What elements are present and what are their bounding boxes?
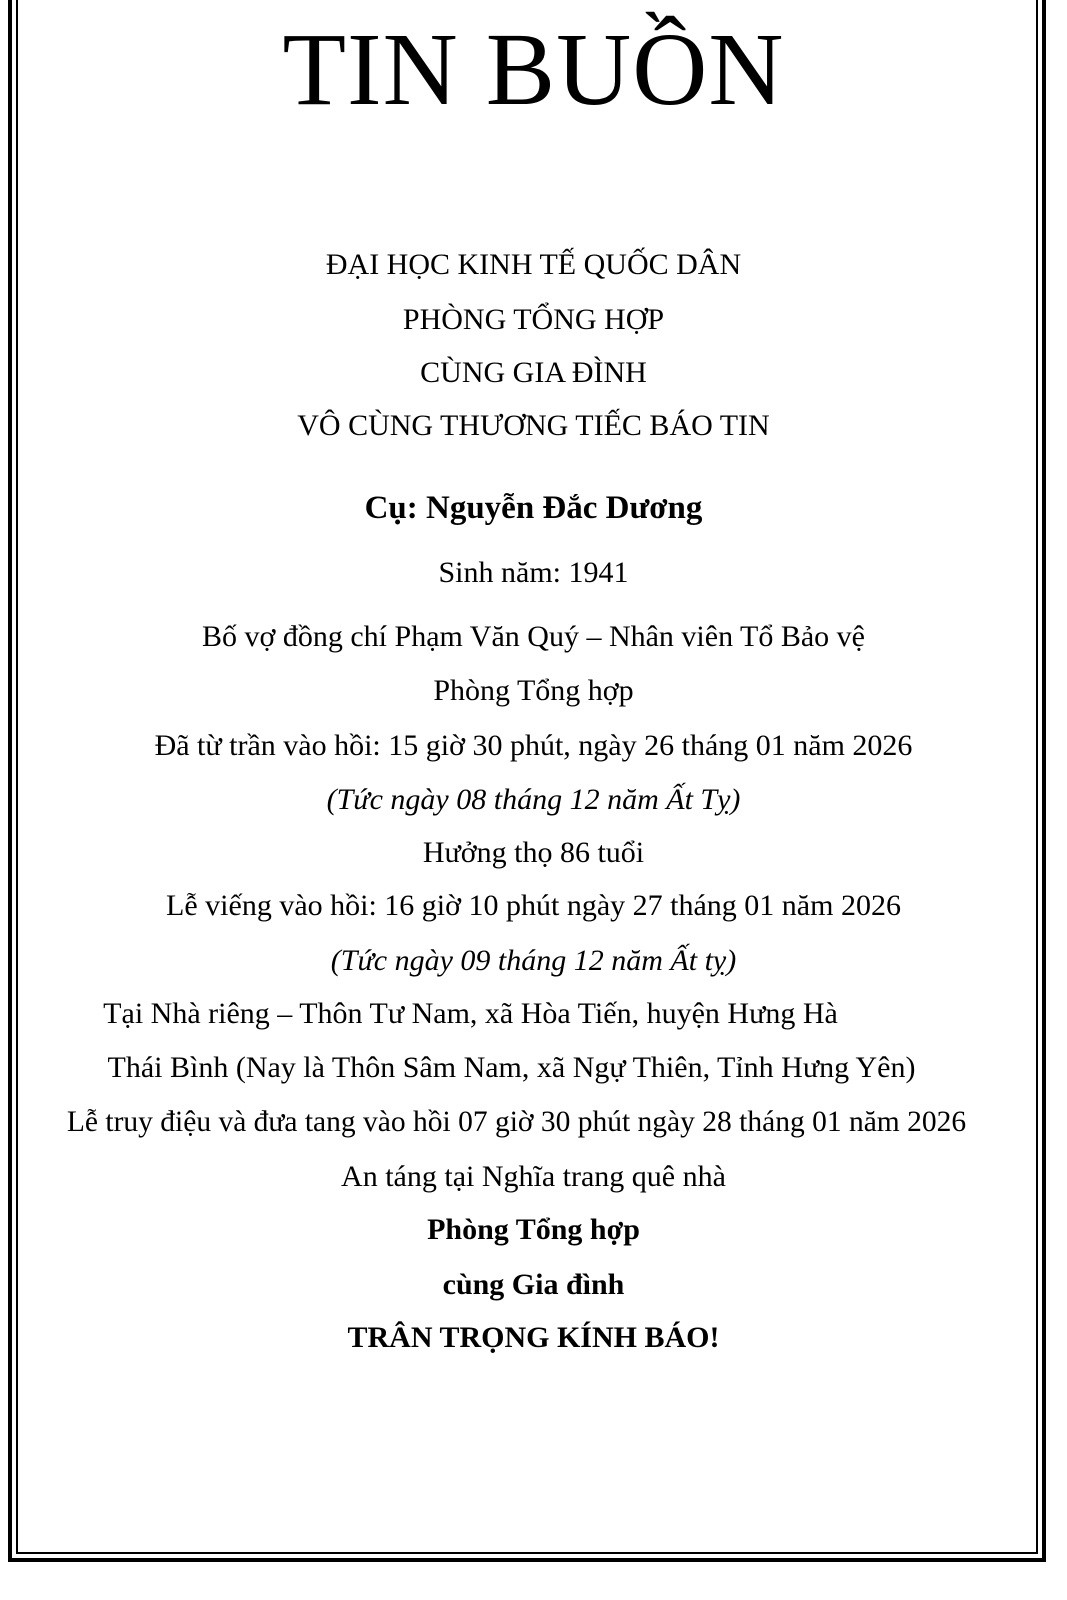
header-line-family: CÙNG GIA ĐÌNH (420, 356, 647, 389)
visit-time: Lễ viếng vào hồi: 16 giờ 10 phút ngày 27 tháng 01 năm 2026 (166, 889, 901, 922)
visit-lunar-date: (Tức ngày 09 tháng 12 năm Ất tỵ) (330, 944, 737, 977)
address-line-1: Tại Nhà riêng – Thôn Tư Nam, xã Hòa Tiến, huyện Hưng Hà (103, 997, 838, 1030)
signature-department: Phòng Tổng hợp (427, 1213, 640, 1246)
burial-line: An táng tại Nghĩa trang quê nhà (341, 1160, 726, 1193)
death-lunar-date: (Tức ngày 08 tháng 12 năm Ất Tỵ) (326, 783, 741, 816)
deceased-name: Cụ: Nguyễn Đắc Dương (364, 490, 703, 526)
header-line-department: PHÒNG TỔNG HỢP (402, 303, 665, 336)
funeral-time: Lễ truy điệu và đưa tang vào hồi 07 giờ 30 phút ngày 28 tháng 01 năm 2026 (66, 1106, 967, 1138)
signature-family: cùng Gia đình (442, 1268, 625, 1301)
birth-year: Sinh năm: 1941 (438, 556, 629, 589)
header-line-announce: VÔ CÙNG THƯƠNG TIẾC BÁO TIN (297, 409, 770, 442)
relation-line-1: Bố vợ đồng chí Phạm Văn Quý – Nhân viên Tổ Bảo vệ (201, 620, 866, 653)
death-time: Đã từ trần vào hồi: 15 giờ 30 phút, ngày 26 tháng 01 năm 2026 (154, 729, 913, 762)
address-line-2: Thái Bình (Nay là Thôn Sâm Nam, xã Ngự Thiên, Tỉnh Hưng Yên) (107, 1051, 916, 1084)
relation-line-2: Phòng Tổng hợp (433, 674, 634, 707)
age-line: Hưởng thọ 86 tuổi (422, 836, 645, 869)
notice-title: TIN BUỒN (282, 12, 785, 127)
closing-line: TRÂN TRỌNG KÍNH BÁO! (347, 1321, 720, 1354)
header-line-university: ĐẠI HỌC KINH TẾ QUỐC DÂN (325, 248, 742, 281)
